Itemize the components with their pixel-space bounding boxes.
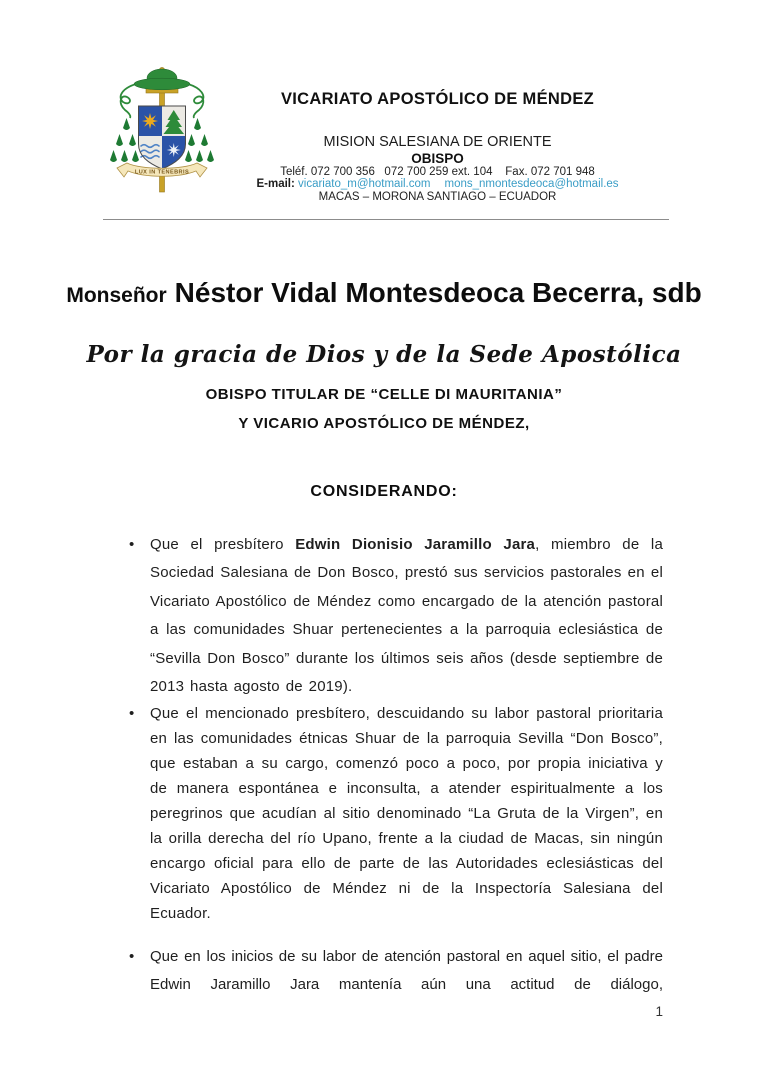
section-heading: CONSIDERANDO: [310, 483, 458, 500]
email-secondary: mons_nmontesdeoca@hotmail.es [444, 178, 619, 191]
page-title [0, 276, 768, 315]
role-line: OBISPO [411, 151, 464, 166]
title-role-line-1: OBISPO TITULAR DE “CELLE DI MAURITANIA” [205, 386, 563, 403]
coat-of-arms-icon [103, 64, 221, 196]
email-line [225, 178, 650, 190]
grace-line: Por la gracia de Dios y de la Sede Apostólica [86, 341, 682, 368]
mission-line: MISION SALESIANA DE ORIENTE [323, 134, 552, 150]
header-divider [103, 219, 669, 220]
bishop-name: Néstor Vidal Montesdeoca Becerra, sdb [174, 277, 702, 308]
email-primary: vicariato_m@hotmail.com [298, 178, 431, 191]
motto-text: LUX IN TENEBRIS [134, 169, 190, 176]
honorific: Monseñor [66, 284, 167, 307]
shield-icon [139, 106, 186, 169]
phone-fax-line: Teléf. 072 700 356 072 700 259 ext. 104 Fax. 072 701 948 [280, 166, 595, 178]
consideration-item: • Que en los inicios de su labor de atención pastoral en aquel sitio, el padre Edwin Jaramillo Jara mantenía aún una actitud de diálogo, [126, 943, 663, 1000]
email-label: E-mail: [256, 178, 295, 191]
org-name: VICARIATO APOSTÓLICO DE MÉNDEZ [280, 90, 595, 108]
title-role-line-2: Y VICARIO APOSTÓLICO DE MÉNDEZ, [238, 415, 530, 432]
galero-hat-icon [134, 69, 190, 90]
consideration-item: • Que el mencionado presbítero, descuidando su labor pastoral prioritaria en las comunidades étnicas Shuar de la parroquia Sevilla “Don Bosco”, que estaban a su cargo, comenzó poco a poco, por propia iniciativa y de manera espontánea e inconsulta, a atender espiritualmente a los peregrinos que acudían al sitio denominado “La Gruta de la Virgen”, en la orilla derecha del río Upano, frente a la ciudad de Macas, sin ningún encargo oficial para ello de parte de las Autoridades eclesiásticas del Vicariato Apostólico de Méndez ni de la Inspectoría Salesiana del Ecuador. [126, 702, 663, 926]
considerations-list [126, 531, 663, 999]
consideration-item: • Que el presbítero Edwin Dionisio Jaramillo Jara, miembro de la Sociedad Salesiana de Don Bosco, prestó sus servicios pastorales en el Vicariato Apostólico de Méndez como encargado de la atención pastoral a las comunidades Shuar pertenecientes a la parroquia eclesiástica de “Sevilla Don Bosco” durante los últimos seis años (desde septiembre de 2013 hasta agosto de 2019). [126, 531, 663, 701]
letterhead [225, 91, 650, 203]
location-line: MACAS – MORONA SANTIAGO – ECUADOR [318, 190, 557, 203]
page-number: 1 [655, 1004, 663, 1019]
